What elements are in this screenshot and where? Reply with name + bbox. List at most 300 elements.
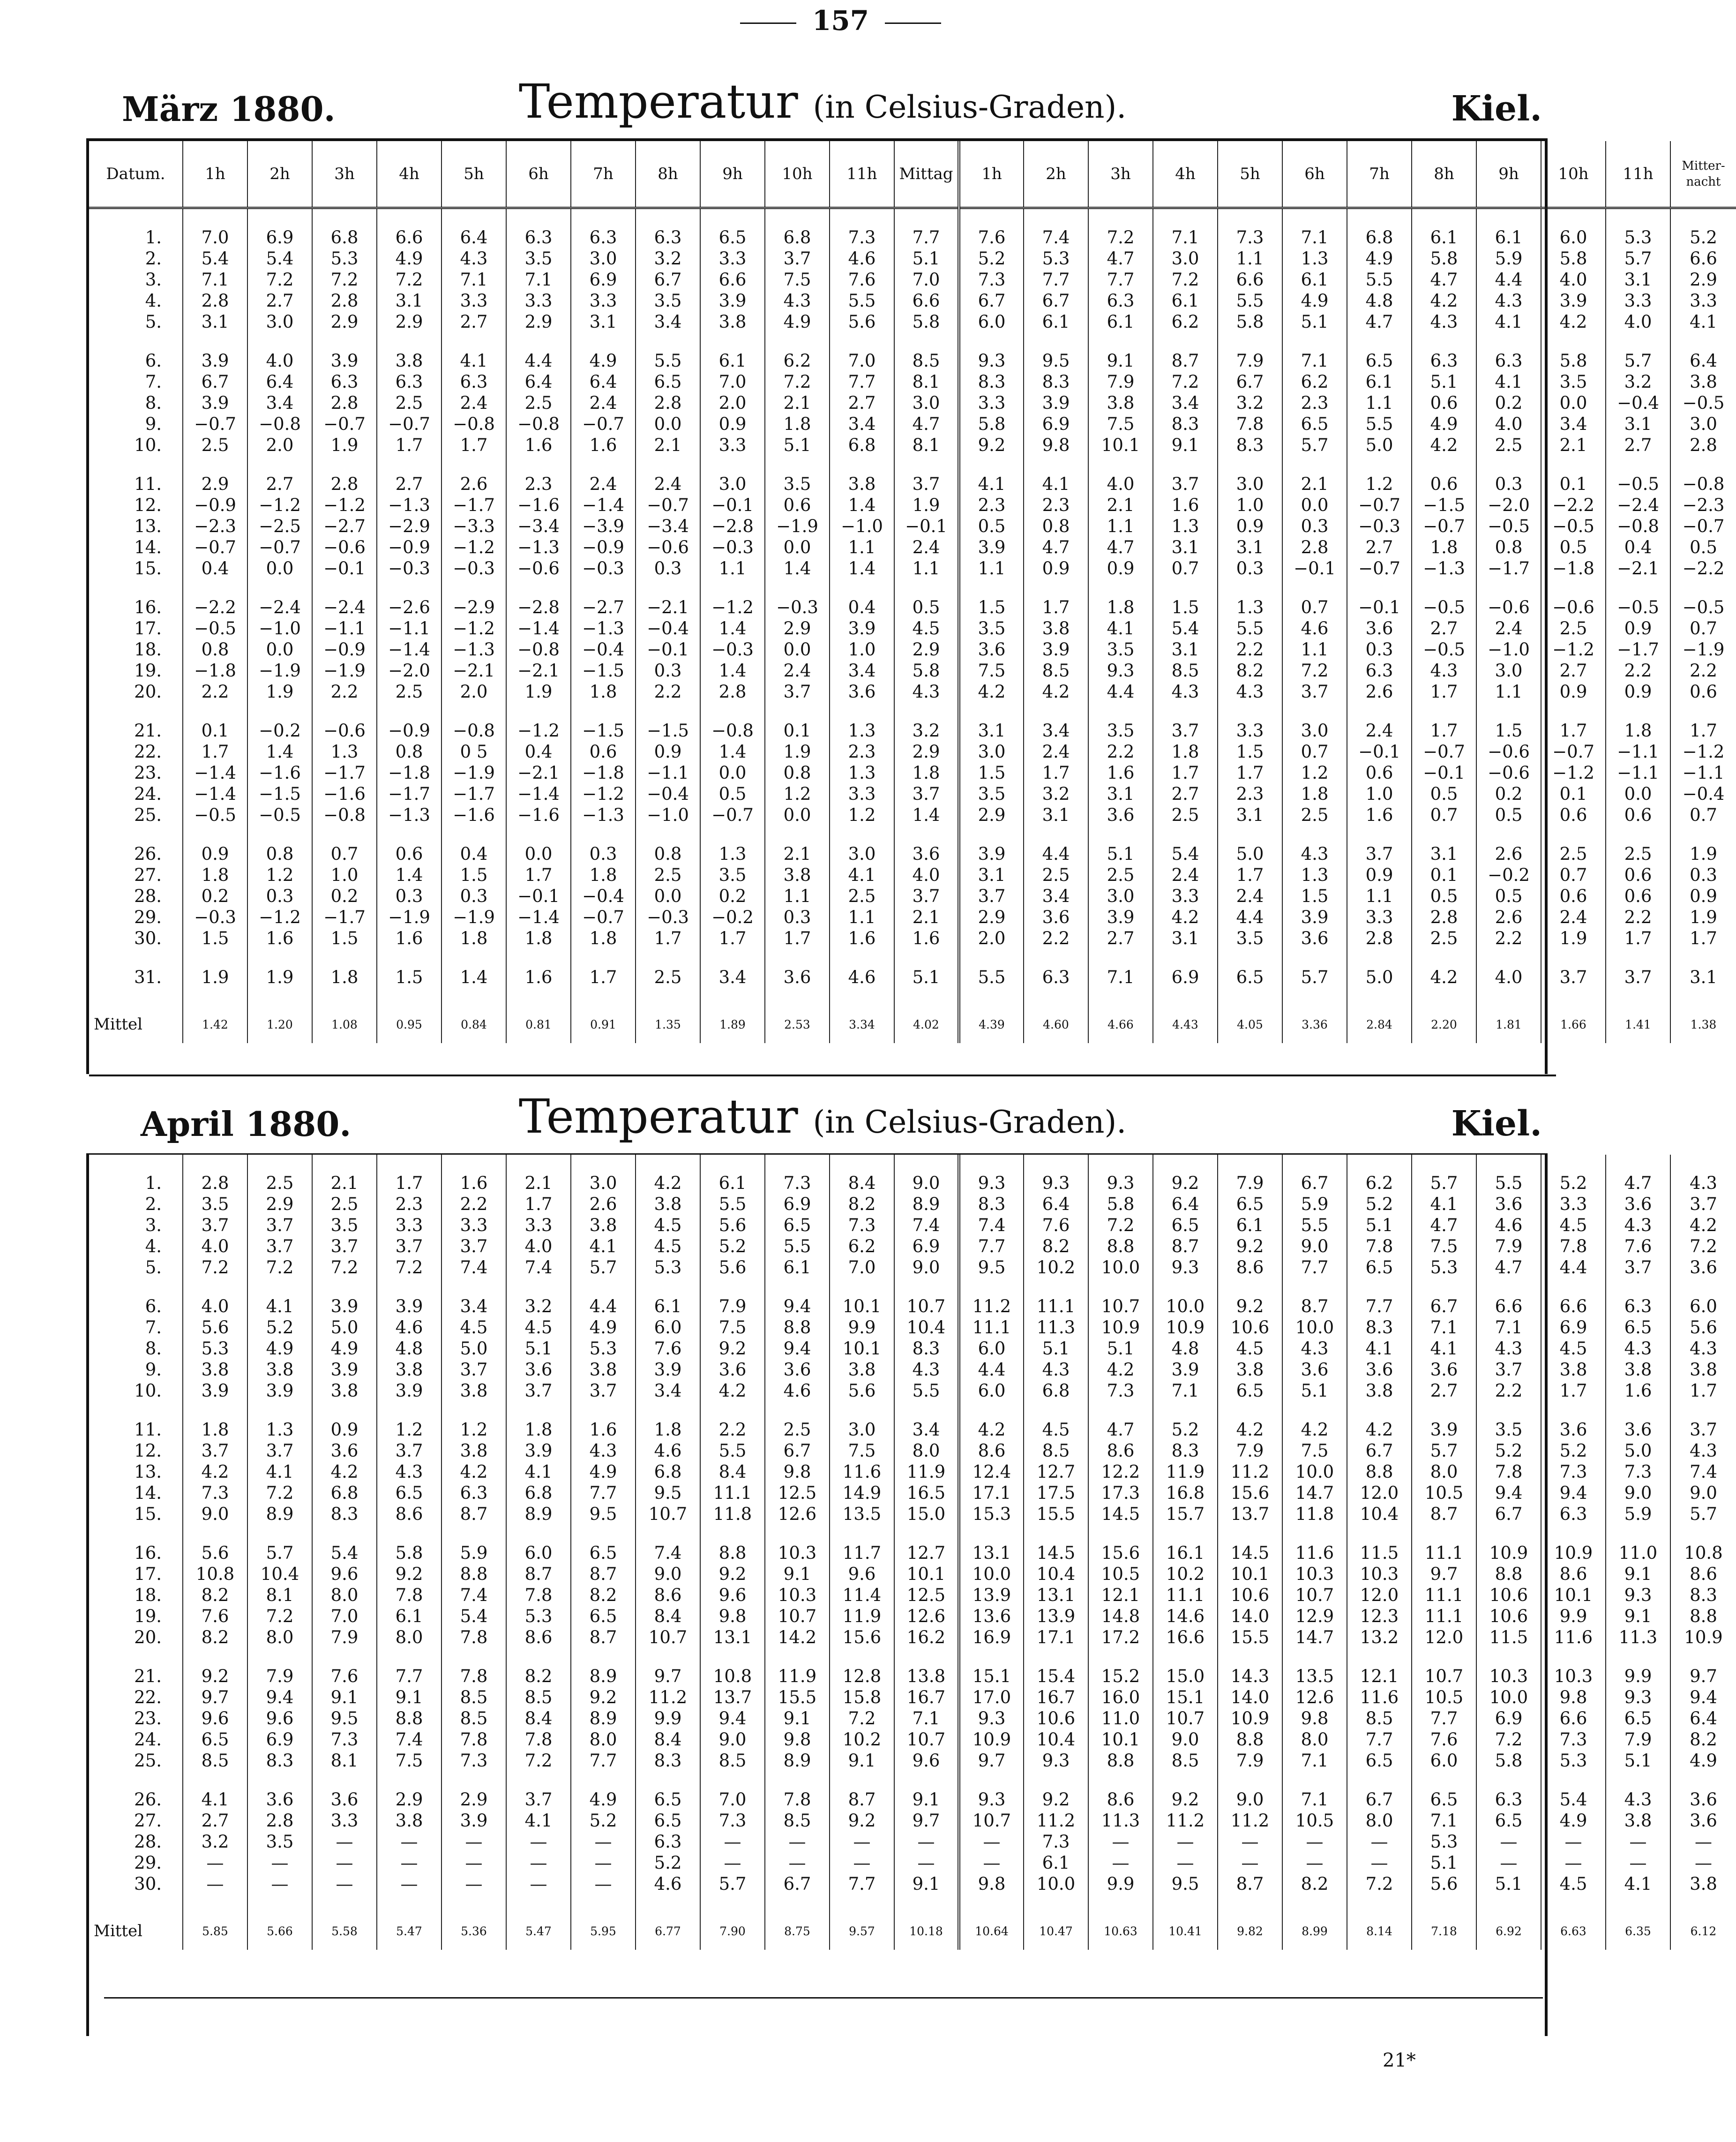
temperature-cell: 7.2: [506, 1750, 571, 1771]
temperature-cell: 1.7: [571, 967, 636, 988]
temperature-cell: 10.4: [894, 1317, 959, 1338]
mean-cell: 6.77: [636, 1912, 700, 1950]
temperature-cell: 4.1: [959, 473, 1024, 495]
temperature-cell: 5.8: [377, 1542, 441, 1563]
temperature-cell: 6.5: [377, 1482, 441, 1503]
temperature-cell: 1.1: [959, 558, 1024, 579]
april-day-row: [89, 1194, 1736, 1215]
date-cell: 26.: [134, 1789, 162, 1810]
temperature-cell: 0.7: [312, 843, 377, 864]
temperature-cell: 7.2: [1282, 660, 1347, 681]
temperature-cell: 5.4: [183, 248, 247, 269]
temperature-cell: 1.9: [183, 967, 247, 988]
temperature-cell: 6.3: [1541, 1503, 1606, 1525]
temperature-cell: 3.9: [1153, 1359, 1218, 1380]
temperature-cell: 9.3: [1606, 1687, 1670, 1708]
temperature-cell: 5.7: [1282, 967, 1347, 988]
temperature-cell: 5.1: [1347, 1215, 1412, 1236]
temperature-cell: 3.9: [959, 537, 1024, 558]
temperature-cell: 3.5: [312, 1215, 377, 1236]
temperature-cell: 0.2: [312, 886, 377, 907]
temperature-cell: 7.2: [312, 1257, 377, 1278]
temperature-cell: 1.8: [506, 928, 571, 949]
temperature-cell: —: [247, 1852, 312, 1873]
temperature-cell: 15.0: [894, 1503, 959, 1525]
temperature-cell: —: [1282, 1852, 1347, 1873]
temperature-cell: 3.4: [247, 392, 312, 413]
temperature-cell: 5.4: [1153, 843, 1218, 864]
april-day-row: [89, 1380, 1736, 1401]
temperature-cell: 0.5: [1541, 537, 1606, 558]
temperature-cell: 10.7: [765, 1606, 830, 1627]
temperature-cell: 3.3: [1218, 720, 1282, 741]
temperature-cell: 8.3: [894, 1338, 959, 1359]
temperature-cell: 1.4: [700, 660, 765, 681]
temperature-cell: 8.6: [636, 1585, 700, 1606]
temperature-cell: 9.2: [830, 1810, 894, 1831]
temperature-cell: 3.8: [830, 1359, 894, 1380]
temperature-cell: 7.2: [830, 1708, 894, 1729]
temperature-cell: 9.7: [1670, 1666, 1736, 1687]
temperature-cell: 6.5: [1282, 413, 1347, 435]
temperature-cell: 1.7: [183, 741, 247, 762]
temperature-cell: 0.6: [1541, 886, 1606, 907]
temperature-cell: 5.2: [1670, 227, 1736, 248]
temperature-cell: 6.5: [636, 371, 700, 392]
temperature-cell: 3.5: [247, 1831, 312, 1852]
temperature-cell: 7.1: [506, 269, 571, 290]
temperature-cell: —: [571, 1831, 636, 1852]
temperature-cell: 1.2: [247, 864, 312, 886]
date-cell: 4.: [145, 291, 162, 311]
temperature-cell: 12.0: [1412, 1627, 1476, 1648]
date-cell: 12.: [134, 1441, 162, 1461]
temperature-cell: 3.0: [1153, 248, 1218, 269]
mean-cell: 4.43: [1153, 1006, 1218, 1043]
temperature-cell: 1.7: [1541, 720, 1606, 741]
april-day-row: [89, 1542, 1736, 1563]
mean-cell: 1.41: [1606, 1006, 1670, 1043]
temperature-cell: 9.4: [1476, 1482, 1541, 1503]
temperature-cell: 10.1: [1088, 435, 1153, 456]
temperature-cell: 6.7: [1347, 1789, 1412, 1810]
march-day-row: [89, 537, 1736, 558]
date-cell: 6.: [145, 351, 162, 371]
temperature-cell: 3.0: [247, 311, 312, 332]
temperature-cell: 2.7: [1606, 435, 1670, 456]
temperature-cell: 9.2: [1218, 1236, 1282, 1257]
temperature-cell: 11.4: [830, 1585, 894, 1606]
temperature-cell: 4.9: [571, 350, 636, 371]
temperature-cell: −1.7: [1606, 639, 1670, 660]
column-header-22: 10h: [1541, 141, 1606, 208]
temperature-cell: 0.1: [183, 720, 247, 741]
temperature-cell: 6.3: [312, 371, 377, 392]
temperature-cell: 3.8: [1347, 1380, 1412, 1401]
temperature-cell: 2.8: [247, 1810, 312, 1831]
column-header-16: 4h: [1153, 141, 1218, 208]
temperature-cell: 0.1: [1541, 473, 1606, 495]
april-day-row: [89, 1296, 1736, 1317]
temperature-cell: 0.3: [1347, 639, 1412, 660]
temperature-cell: 3.3: [377, 1215, 441, 1236]
temperature-cell: −0.3: [700, 537, 765, 558]
temperature-cell: 2.4: [1024, 741, 1088, 762]
temperature-cell: 4.4: [1024, 843, 1088, 864]
temperature-cell: 8.8: [1670, 1606, 1736, 1627]
temperature-cell: 5.3: [312, 248, 377, 269]
temperature-cell: 4.6: [1476, 1215, 1541, 1236]
temperature-cell: 8.2: [830, 1194, 894, 1215]
temperature-cell: 2.6: [1476, 907, 1541, 928]
march-day-row: [89, 371, 1736, 392]
temperature-cell: 2.5: [1153, 804, 1218, 826]
temperature-cell: —: [959, 1831, 1024, 1852]
temperature-cell: 4.6: [1282, 618, 1347, 639]
temperature-cell: 5.7: [700, 1873, 765, 1894]
temperature-cell: 10.4: [1024, 1729, 1088, 1750]
temperature-cell: —: [1476, 1852, 1541, 1873]
temperature-cell: −2.2: [1670, 558, 1736, 579]
temperature-cell: 1.3: [1153, 516, 1218, 537]
temperature-cell: 5.6: [830, 311, 894, 332]
temperature-cell: 4.1: [1347, 1338, 1412, 1359]
temperature-cell: 5.5: [894, 1380, 959, 1401]
temperature-cell: 2.1: [894, 907, 959, 928]
temperature-cell: 7.8: [441, 1627, 506, 1648]
temperature-cell: 8.6: [377, 1503, 441, 1525]
temperature-cell: 12.5: [894, 1585, 959, 1606]
temperature-cell: 6.4: [1670, 350, 1736, 371]
temperature-cell: 3.6: [1347, 1359, 1412, 1380]
temperature-cell: 6.8: [506, 1482, 571, 1503]
temperature-cell: 7.6: [312, 1666, 377, 1687]
date-cell: 16.: [134, 597, 162, 617]
temperature-cell: −0.5: [1670, 597, 1736, 618]
mean-cell: 4.05: [1218, 1006, 1282, 1043]
temperature-cell: 5.7: [1670, 1503, 1736, 1525]
temperature-cell: —: [1670, 1831, 1736, 1852]
temperature-cell: 8.3: [1347, 1317, 1412, 1338]
temperature-cell: 10.1: [1218, 1563, 1282, 1585]
temperature-cell: 9.9: [830, 1317, 894, 1338]
temperature-cell: 7.5: [377, 1750, 441, 1771]
temperature-cell: 6.9: [765, 1194, 830, 1215]
temperature-cell: 3.6: [506, 1359, 571, 1380]
temperature-cell: 1.7: [765, 928, 830, 949]
temperature-cell: 4.6: [765, 1380, 830, 1401]
temperature-cell: 9.1: [1606, 1606, 1670, 1627]
temperature-cell: −2.4: [247, 597, 312, 618]
temperature-cell: 2.2: [1670, 660, 1736, 681]
temperature-cell: −2.2: [183, 597, 247, 618]
temperature-cell: 8.2: [1282, 1873, 1347, 1894]
temperature-cell: 4.3: [1670, 1338, 1736, 1359]
temperature-cell: 3.5: [1218, 928, 1282, 949]
temperature-cell: 4.5: [441, 1317, 506, 1338]
temperature-cell: 0.1: [765, 720, 830, 741]
temperature-cell: 4.9: [571, 1789, 636, 1810]
temperature-cell: 8.5: [1024, 660, 1088, 681]
temperature-cell: 7.9: [1218, 1172, 1282, 1194]
temperature-cell: 3.8: [377, 1810, 441, 1831]
temperature-cell: 1.9: [1541, 928, 1606, 949]
april-day-row: [89, 1627, 1736, 1648]
temperature-cell: 12.4: [959, 1461, 1024, 1482]
temperature-cell: 7.1: [1153, 1380, 1218, 1401]
temperature-cell: 5.7: [1282, 435, 1347, 456]
temperature-cell: 3.6: [312, 1440, 377, 1461]
temperature-cell: —: [1088, 1852, 1153, 1873]
temperature-cell: 4.5: [1541, 1215, 1606, 1236]
temperature-cell: 16.7: [1024, 1687, 1088, 1708]
temperature-cell: 2.4: [636, 473, 700, 495]
temperature-cell: −0.5: [1412, 639, 1476, 660]
temperature-cell: 3.2: [1024, 783, 1088, 804]
temperature-cell: 1.1: [1347, 886, 1412, 907]
temperature-cell: 0.2: [700, 886, 765, 907]
date-cell: 19.: [134, 661, 162, 681]
temperature-cell: 7.3: [1606, 1461, 1670, 1482]
temperature-cell: 2.0: [441, 681, 506, 702]
temperature-cell: 4.9: [377, 248, 441, 269]
temperature-cell: 1.2: [765, 783, 830, 804]
temperature-cell: 3.8: [700, 311, 765, 332]
temperature-cell: 7.0: [830, 1257, 894, 1278]
temperature-cell: 1.8: [1606, 720, 1670, 741]
column-header-14: 2h: [1024, 141, 1088, 208]
temperature-cell: −0.7: [1412, 516, 1476, 537]
temperature-cell: −0.7: [183, 537, 247, 558]
temperature-cell: −0.2: [700, 907, 765, 928]
temperature-cell: 1.6: [441, 1172, 506, 1194]
temperature-cell: 3.3: [1541, 1194, 1606, 1215]
temperature-cell: 6.9: [1024, 413, 1088, 435]
temperature-cell: −2.3: [183, 516, 247, 537]
temperature-cell: 11.0: [1606, 1542, 1670, 1563]
temperature-cell: —: [894, 1852, 959, 1873]
temperature-cell: 10.9: [959, 1729, 1024, 1750]
march-table-frame: [86, 138, 1725, 1074]
temperature-cell: 10.3: [765, 1542, 830, 1563]
temperature-cell: 0.3: [1670, 864, 1736, 886]
temperature-cell: −0.5: [1541, 516, 1606, 537]
temperature-cell: —: [1476, 1831, 1541, 1852]
temperature-cell: 7.5: [959, 660, 1024, 681]
temperature-cell: 10.8: [183, 1563, 247, 1585]
temperature-cell: 2.5: [636, 967, 700, 988]
temperature-cell: 2.9: [377, 1789, 441, 1810]
temperature-cell: 15.2: [1088, 1666, 1153, 1687]
temperature-cell: 6.1: [636, 1296, 700, 1317]
temperature-cell: —: [441, 1852, 506, 1873]
temperature-cell: —: [312, 1873, 377, 1894]
temperature-cell: 4.3: [377, 1461, 441, 1482]
temperature-cell: 7.9: [1218, 350, 1282, 371]
temperature-cell: 5.0: [1606, 1440, 1670, 1461]
temperature-cell: 9.8: [1024, 435, 1088, 456]
spacer-row: [89, 1648, 1736, 1666]
temperature-cell: 12.6: [765, 1503, 830, 1525]
temperature-cell: —: [377, 1873, 441, 1894]
temperature-cell: 6.7: [765, 1873, 830, 1894]
temperature-cell: 7.3: [700, 1810, 765, 1831]
temperature-cell: 3.7: [765, 681, 830, 702]
temperature-cell: 5.8: [1541, 248, 1606, 269]
temperature-cell: 5.4: [441, 1606, 506, 1627]
temperature-cell: 8.8: [1476, 1563, 1541, 1585]
temperature-cell: 0.3: [636, 558, 700, 579]
temperature-cell: −2.9: [377, 516, 441, 537]
temperature-cell: 10.6: [1218, 1585, 1282, 1606]
temperature-cell: 8.5: [1153, 660, 1218, 681]
temperature-cell: —: [247, 1873, 312, 1894]
temperature-cell: 14.3: [1218, 1666, 1282, 1687]
temperature-cell: −1.4: [183, 783, 247, 804]
temperature-cell: 14.0: [1218, 1606, 1282, 1627]
temperature-cell: −0.7: [377, 413, 441, 435]
temperature-cell: 7.9: [312, 1627, 377, 1648]
temperature-cell: 4.5: [1218, 1338, 1282, 1359]
temperature-cell: 5.6: [183, 1542, 247, 1563]
temperature-cell: 6.5: [636, 1789, 700, 1810]
temperature-cell: 4.2: [1024, 681, 1088, 702]
temperature-cell: —: [1670, 1852, 1736, 1873]
temperature-cell: 4.9: [247, 1338, 312, 1359]
temperature-cell: 7.9: [1088, 371, 1153, 392]
temperature-cell: 1.3: [1218, 597, 1282, 618]
temperature-cell: 5.5: [700, 1194, 765, 1215]
temperature-cell: 2.4: [441, 392, 506, 413]
temperature-cell: —: [830, 1831, 894, 1852]
temperature-cell: —: [1218, 1852, 1282, 1873]
temperature-cell: 5.6: [830, 1380, 894, 1401]
temperature-cell: 6.3: [1412, 350, 1476, 371]
temperature-cell: 0.5: [959, 516, 1024, 537]
temperature-cell: 10.3: [1476, 1666, 1541, 1687]
temperature-cell: 1.6: [571, 1419, 636, 1440]
temperature-cell: 2.4: [1476, 618, 1541, 639]
temperature-cell: 2.9: [959, 804, 1024, 826]
temperature-cell: 4.0: [1476, 967, 1541, 988]
temperature-cell: 10.6: [1476, 1585, 1541, 1606]
temperature-cell: 9.0: [636, 1563, 700, 1585]
temperature-cell: 9.8: [700, 1606, 765, 1627]
temperature-cell: 8.1: [894, 435, 959, 456]
temperature-cell: 3.3: [441, 290, 506, 311]
temperature-cell: 11.3: [1606, 1627, 1670, 1648]
date-cell: 18.: [134, 1585, 162, 1605]
temperature-cell: 9.0: [894, 1257, 959, 1278]
temperature-cell: 10.5: [1088, 1563, 1153, 1585]
temperature-cell: 11.6: [1347, 1687, 1412, 1708]
temperature-cell: 3.7: [894, 886, 959, 907]
temperature-cell: 3.5: [1088, 720, 1153, 741]
mean-cell: 5.66: [247, 1912, 312, 1950]
temperature-cell: 5.8: [1541, 350, 1606, 371]
temperature-cell: 1.2: [1282, 762, 1347, 783]
temperature-cell: 7.2: [1153, 371, 1218, 392]
april-day-row: [89, 1419, 1736, 1440]
date-cell: 14.: [134, 537, 162, 557]
temperature-cell: 4.1: [1412, 1338, 1476, 1359]
temperature-cell: 8.5: [1347, 1708, 1412, 1729]
temperature-cell: 3.4: [830, 413, 894, 435]
temperature-cell: 15.7: [1153, 1503, 1218, 1525]
temperature-cell: 6.2: [830, 1236, 894, 1257]
temperature-cell: 1.8: [183, 864, 247, 886]
temperature-cell: 6.1: [1412, 227, 1476, 248]
temperature-cell: −1.8: [183, 660, 247, 681]
date-cell: 24.: [134, 1729, 162, 1750]
temperature-cell: 8.0: [312, 1585, 377, 1606]
temperature-cell: —: [312, 1852, 377, 1873]
temperature-cell: 3.8: [247, 1359, 312, 1380]
temperature-cell: 2.9: [894, 639, 959, 660]
temperature-cell: 4.6: [377, 1317, 441, 1338]
mean-cell: 6.63: [1541, 1912, 1606, 1950]
march-day-row: [89, 473, 1736, 495]
temperature-cell: 6.5: [1218, 967, 1282, 988]
temperature-cell: 13.9: [1024, 1606, 1088, 1627]
spacer-row: [89, 332, 1736, 350]
temperature-cell: 3.9: [312, 350, 377, 371]
temperature-cell: 3.5: [636, 290, 700, 311]
temperature-cell: 5.5: [830, 290, 894, 311]
column-header-7: 7h: [571, 141, 636, 208]
date-cell: 8.: [145, 1338, 162, 1359]
temperature-cell: 7.0: [700, 1789, 765, 1810]
temperature-cell: 9.8: [765, 1729, 830, 1750]
march-day-row: [89, 762, 1736, 783]
mean-label: Mittel: [94, 1921, 143, 1940]
temperature-cell: 0.8: [636, 843, 700, 864]
temperature-cell: 3.6: [1541, 1419, 1606, 1440]
temperature-cell: 10.0: [1282, 1317, 1347, 1338]
temperature-cell: 7.2: [247, 1257, 312, 1278]
temperature-cell: 1.5: [377, 967, 441, 988]
march-month-label: März 1880.: [122, 89, 336, 129]
temperature-cell: 10.3: [1282, 1563, 1347, 1585]
temperature-cell: 11.2: [1218, 1461, 1282, 1482]
temperature-cell: 6.8: [312, 227, 377, 248]
temperature-cell: 12.1: [1088, 1585, 1153, 1606]
temperature-cell: 1.5: [1476, 720, 1541, 741]
temperature-cell: −1.2: [247, 495, 312, 516]
temperature-cell: 2.8: [183, 1172, 247, 1194]
temperature-cell: 7.3: [441, 1750, 506, 1771]
temperature-cell: 9.0: [1606, 1482, 1670, 1503]
temperature-cell: 13.1: [959, 1542, 1024, 1563]
temperature-cell: 4.7: [894, 413, 959, 435]
april-day-row: [89, 1687, 1736, 1708]
temperature-cell: 0.1: [1412, 864, 1476, 886]
temperature-cell: 6.1: [1218, 1215, 1282, 1236]
temperature-cell: 1.6: [247, 928, 312, 949]
temperature-cell: 0.0: [1541, 392, 1606, 413]
temperature-cell: 0.0: [636, 886, 700, 907]
temperature-cell: 17.3: [1088, 1482, 1153, 1503]
temperature-cell: 7.8: [441, 1729, 506, 1750]
temperature-cell: 3.1: [1670, 967, 1736, 988]
temperature-cell: 2.4: [571, 473, 636, 495]
temperature-cell: 1.1: [830, 907, 894, 928]
temperature-cell: 3.8: [377, 1359, 441, 1380]
april-day-row: [89, 1503, 1736, 1525]
temperature-cell: 0.6: [1412, 392, 1476, 413]
temperature-cell: 2.8: [636, 392, 700, 413]
temperature-cell: 2.1: [1088, 495, 1153, 516]
